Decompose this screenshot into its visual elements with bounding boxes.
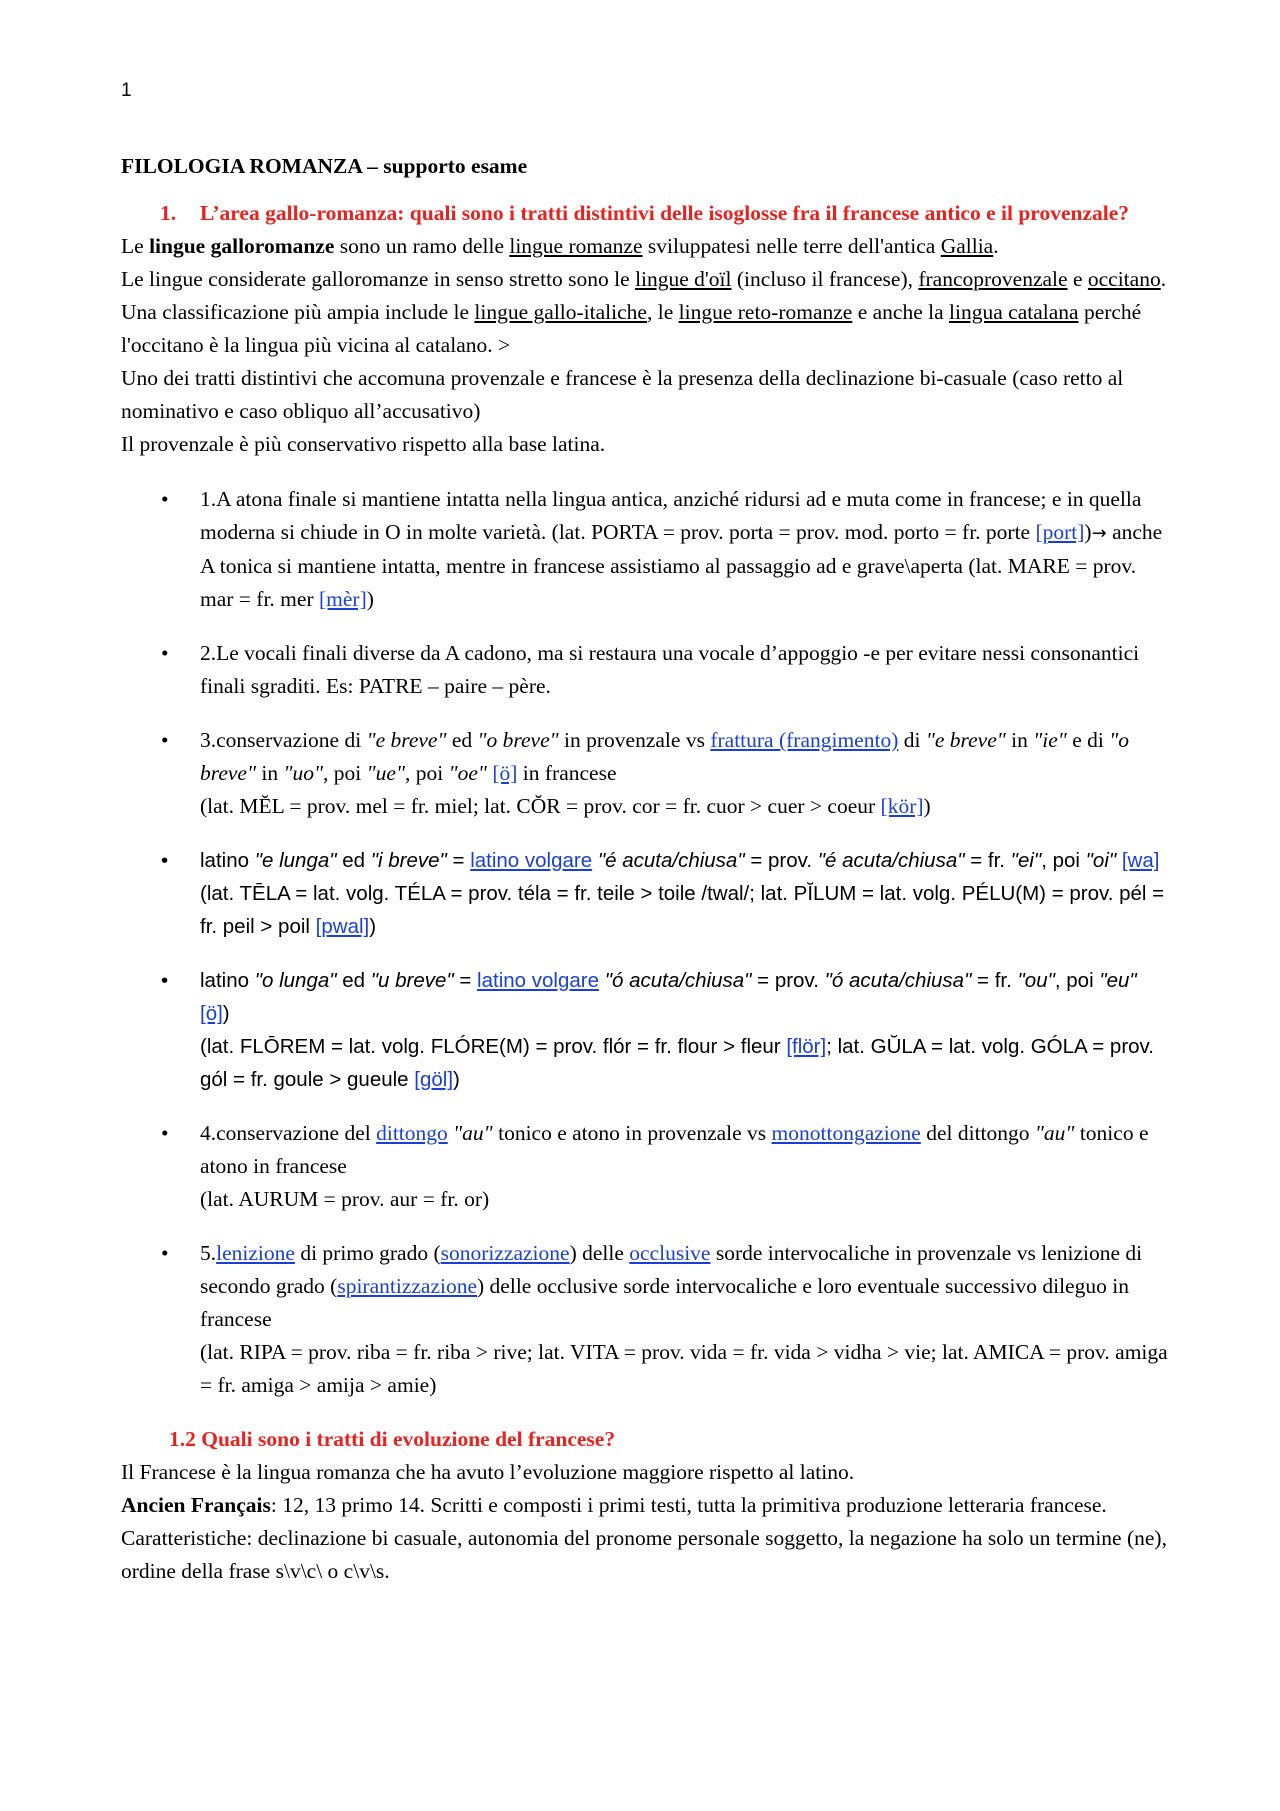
link-sonorizzazione[interactable]: sonorizzazione [440,1241,570,1265]
list-item: • 2.Le vocali finali diverse da A cadono, ma si restaura una vocale d’appoggio -e per evitare nessi consonantici finali sgraditi. Es: PATRE – paire – père. [121,637,1171,703]
heading-number: 1. [160,201,177,225]
link-port[interactable]: [port] [1035,520,1085,544]
link-lingue-romanze[interactable]: lingue romanze [509,234,643,258]
list-item: • 4.conservazione del dittongo "au" tonico e atono in provenzale vs monottongazione del dittongo "au" tonico e atono in francese (lat. AURUM = prov. aur = fr. or) [121,1117,1171,1216]
link-lingue-reto-romanze[interactable]: lingue reto-romanze [678,300,853,324]
list-item: • 3.conservazione di "e breve" ed "o breve" in provenzale vs frattura (frangimento) di "e breve" in "ie" e di "o breve" in "uo", poi "ue", poi "oe" [ö] in francese (lat. MĔL = prov. mel = fr. miel; lat. CŎR = prov. cor = fr. cuor > cuer > coeur [kör]) [121,724,1171,823]
link-flor[interactable]: [flör] [786,1035,827,1058]
link-o-umlaut[interactable]: [ö] [492,761,518,785]
list-item: • 1.A atona finale si mantiene intatta nella lingua antica, anziché ridursi ad e muta come in francese; e in quella moderna si chiude in O in molte varietà. (lat. PORTA = prov. porta = prov. mod. porto = fr. porte [port])→ anche A tonica si mantiene intatta, mentre in francese assistiamo al passaggio ad e grave\aperta (lat. MARE = prov. mar = fr. mer [mèr]) [121,483,1171,616]
intro-paragraph: Le lingue galloromanze sono un ramo delle lingue romanze sviluppatesi nelle terre dell'antica Gallia. Le lingue considerate galloromanze in senso stretto sono le lingue d'oïl (incluso il francese), francoprovenzale e occitano. Una classificazione più ampia include le lingue gallo-italiche, le lingue reto-romanze e anche la lingua catalana perché l'occitano è la lingua più vicina al catalano. > [121,234,1167,357]
intro-line-4: Il provenzale è più conservativo rispetto alla base latina. [121,432,606,456]
link-monottongazione[interactable]: monottongazione [771,1121,921,1145]
link-occitano[interactable]: occitano [1087,267,1161,291]
link-lingua-catalana[interactable]: lingua catalana [949,300,1079,324]
link-lingue-oil[interactable]: lingue d'oïl [635,267,732,291]
outro-paragraph: Ancien Français: 12, 13 primo 14. Scritti e composti i primi testi, tutta la primitiva produzione letteraria francese. Caratteristiche: declinazione bi casuale, autonomia del pronome personale soggetto, la negazione ha solo un termine (ne), ordine della frase s\v\c\ o c\v\s. [121,1493,1167,1583]
document-title: FILOLOGIA ROMANZA – supporto esame [121,154,528,178]
link-lenizione[interactable]: lenizione [216,1241,295,1265]
link-spirantizzazione[interactable]: spirantizzazione [337,1274,478,1298]
feature-list [121,483,1171,1402]
list-item: • latino "o lunga" ed "u breve" = latino volgare "ó acuta/chiusa" = prov. "ó acuta/chiusa" = fr. "ou", poi "eu" [ö]) (lat. FLŌREM = lat. volg. FLÓRE(M) = prov. flór = fr. flour > fleur [flör]; lat. GŬLA = lat. volg. GÓLA = prov. gól = fr. goule > gueule [göl]) [121,964,1171,1096]
question-heading-1 [121,197,1171,230]
link-kor[interactable]: [kör] [880,794,924,818]
list-item: • 5.lenizione di primo grado (sonorizzazione) delle occlusive sorde intervocaliche in provenzale vs lenizione di secondo grado (spirantizzazione) delle occlusive sorde intervocaliche e loro eventuale successivo dileguo in francese (lat. RIPA = prov. riba = fr. riba > rive; lat. VITA = prov. vida = fr. vida > vidha > vie; lat. AMICA = prov. amiga = fr. amiga > amija > amie) [121,1237,1171,1402]
link-lingue-gallo-italiche[interactable]: lingue gallo-italiche [474,300,647,324]
link-o-umlaut[interactable]: [ö] [200,1002,223,1025]
link-latino-volgare[interactable]: latino volgare [477,969,599,992]
link-dittongo[interactable]: dittongo [376,1121,448,1145]
link-latino-volgare[interactable]: latino volgare [470,849,593,872]
page-number: 1 [121,80,132,101]
arrow-right-icon: → [1091,523,1107,544]
link-francoprovenzale[interactable]: francoprovenzale [918,267,1068,291]
link-wa[interactable]: [wa] [1121,849,1160,872]
list-item: • latino "e lunga" ed "i breve" = latino volgare "é acuta/chiusa" = prov. "é acuta/chiusa" = fr. "ei", poi "oi" [wa] (lat. TĒLA = lat. volg. TÉLA = prov. téla = fr. teile > toile /twal/; lat. PĬLUM = lat. volg. PÉLU(M) = prov. pél = fr. peil > poil [pwal]) [121,844,1171,943]
link-occlusive[interactable]: occlusive [629,1241,711,1265]
link-gallia[interactable]: Gallia [940,234,994,258]
link-pwal[interactable]: [pwal] [315,915,370,938]
document-body [121,150,1171,1588]
link-frattura[interactable]: frattura (frangimento) [710,728,899,752]
outro-line-1: Il Francese è la lingua romanza che ha avuto l’evoluzione maggiore rispetto al latino. [121,1460,855,1484]
heading-text: L’area gallo-romanza: quali sono i tratti distintivi delle isoglosse fra il francese antico e il provenzale? [200,201,1130,225]
question-heading-2: 1.2 Quali sono i tratti di evoluzione del francese? [169,1427,616,1451]
link-gol[interactable]: [göl] [414,1068,454,1091]
link-mer[interactable]: [mèr] [319,587,367,611]
intro-line-3: Uno dei tratti distintivi che accomuna provenzale e francese è la presenza della declinazione bi-casuale (caso retto al nominativo e caso obliquo all’accusativo) [121,366,1124,423]
